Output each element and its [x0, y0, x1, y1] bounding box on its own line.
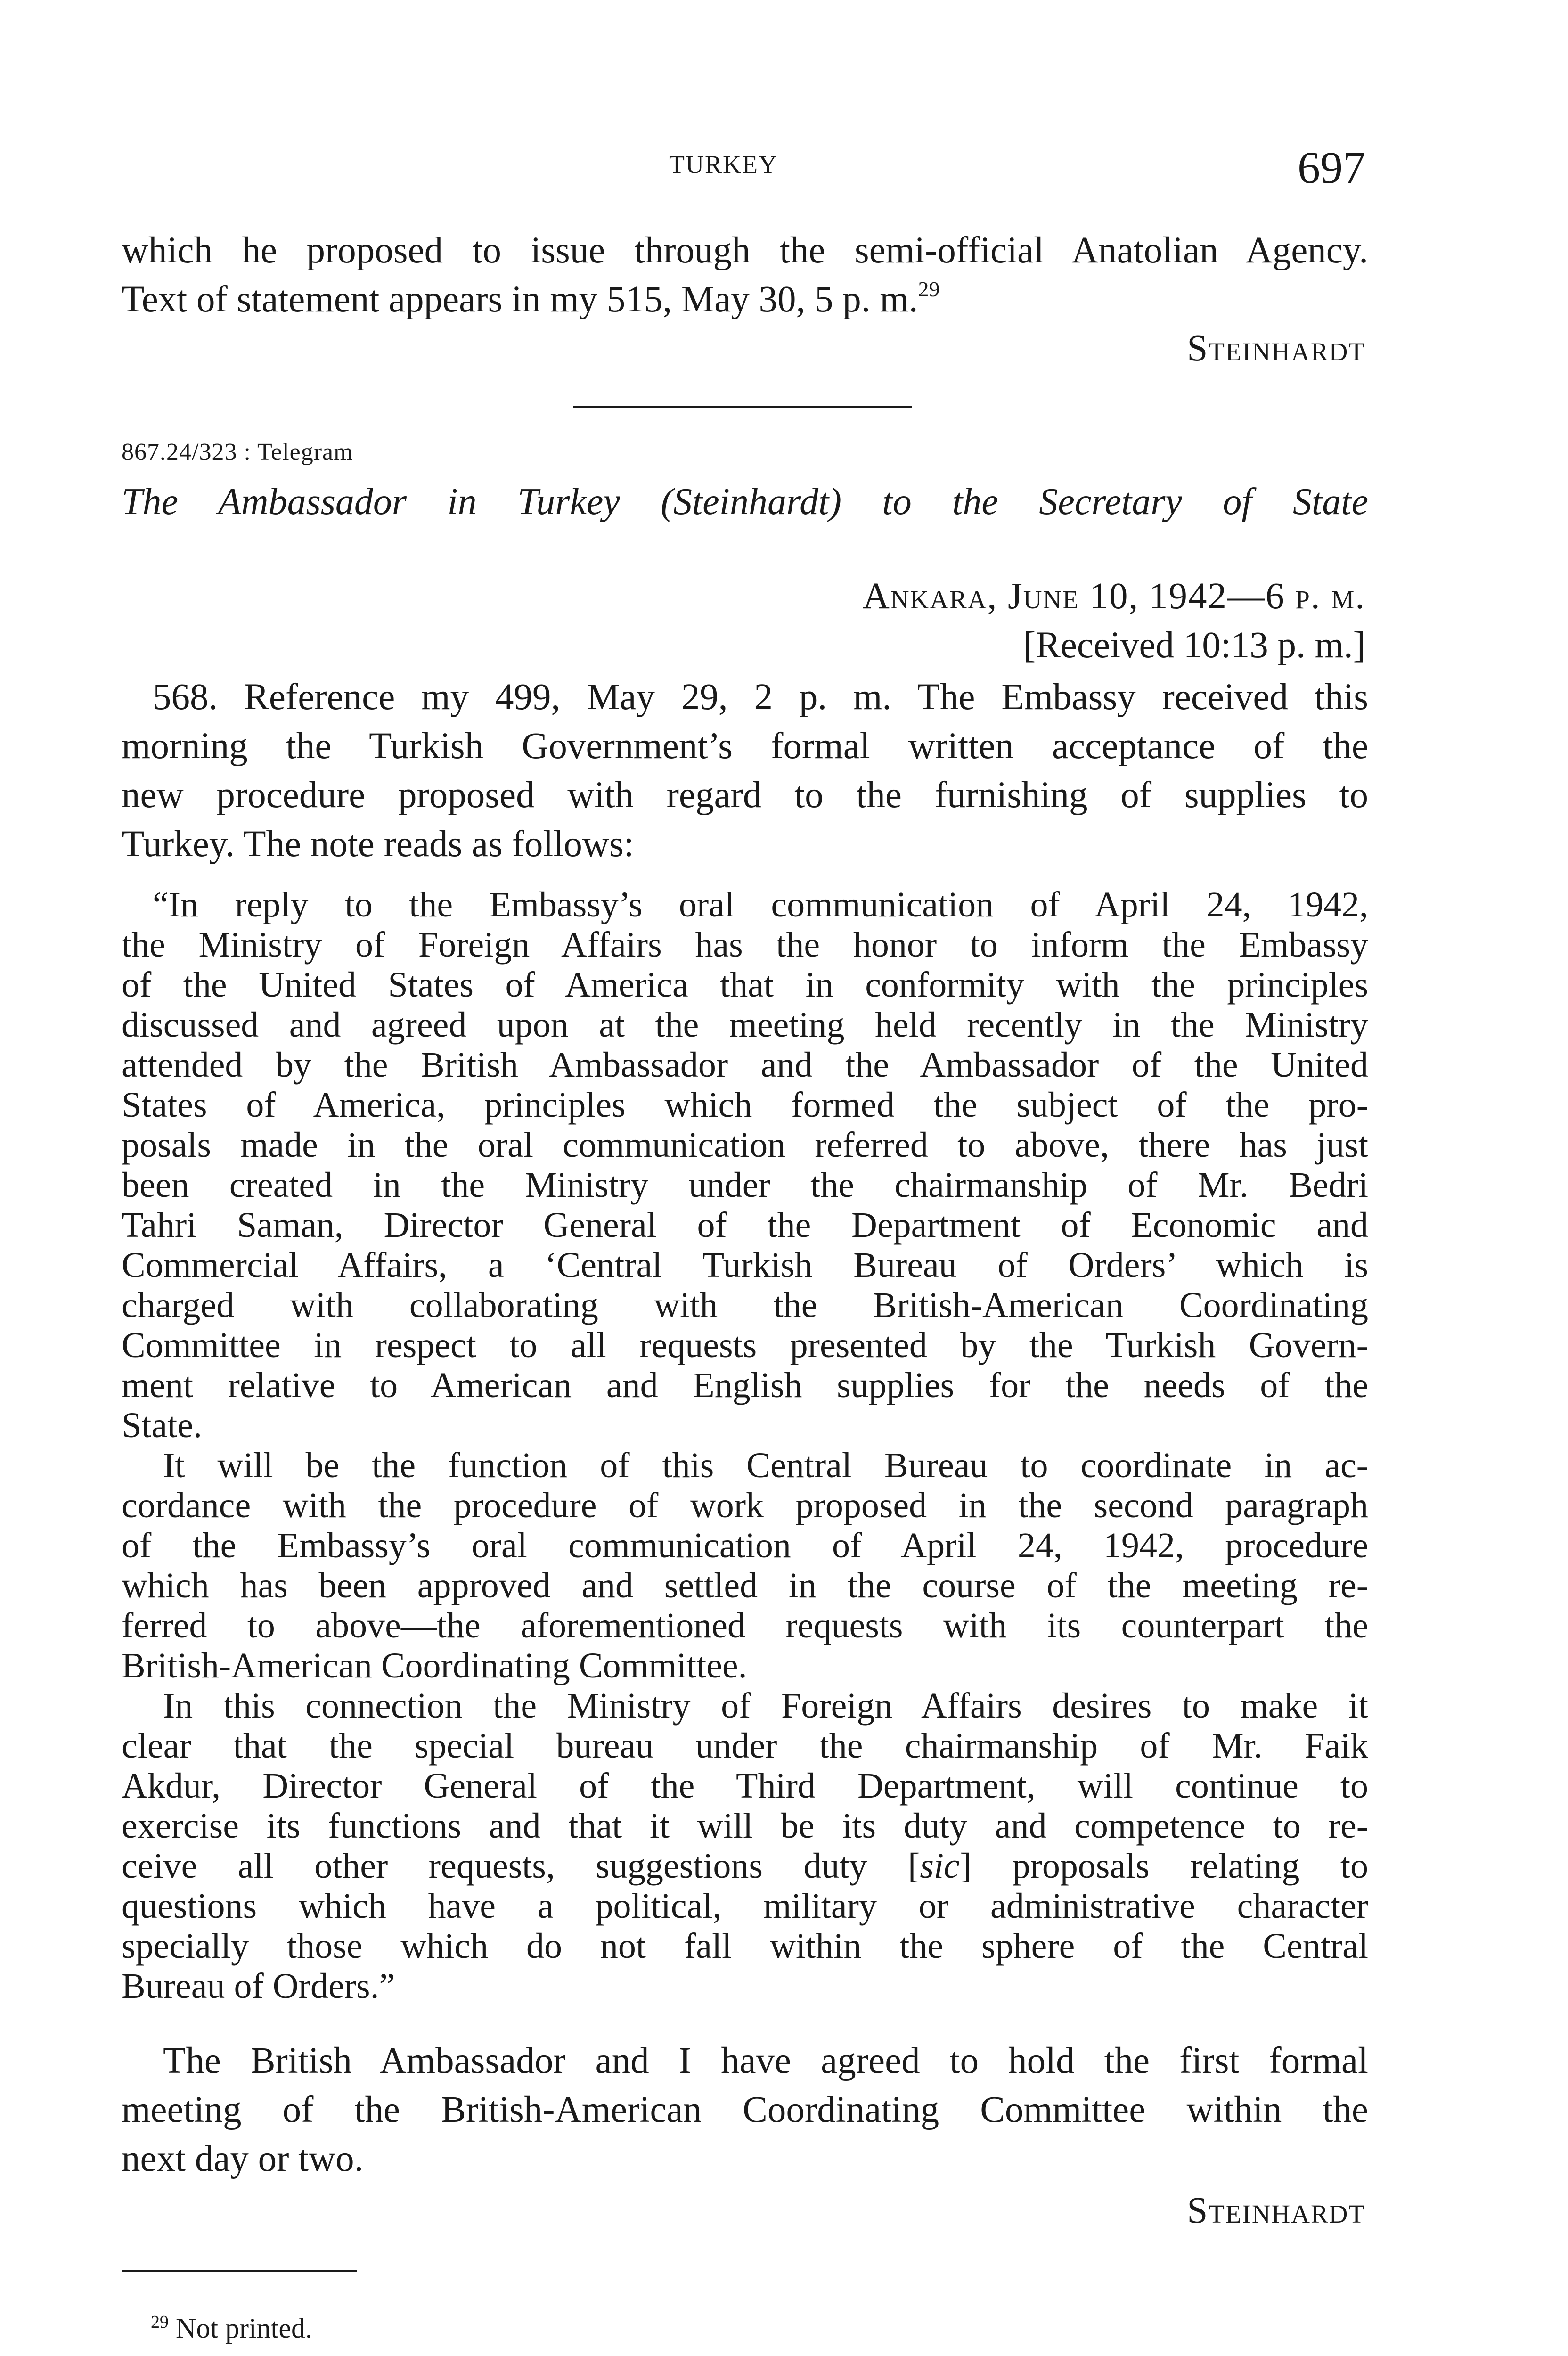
footnote	[151, 2312, 312, 2345]
received-line: [Received 10:13 p. m.]	[1023, 625, 1365, 666]
quote-line: ceive all other requests, suggestions duty [sic] proposals relating to	[122, 1846, 1369, 1886]
closing-signature: Steinhardt	[1187, 2190, 1365, 2231]
sic-annotation: sic	[920, 1846, 960, 1886]
section-divider	[573, 406, 912, 408]
quote-line: Commercial Affairs, a ‘Central Turkish Bureau of Orders’ which is	[122, 1245, 1368, 1285]
quote-line: “In reply to the Embassy’s oral communication of April 24, 1942,	[153, 885, 1368, 924]
quote-line: cordance with the procedure of work proposed in the second paragraph	[122, 1486, 1368, 1525]
quote-line-part: proposals relating to	[972, 1846, 1369, 1886]
quote-line: Akdur, Director General of the Third Department, will continue to	[122, 1766, 1368, 1806]
quote-line: Tahri Saman, Director General of the Department of Economic and	[122, 1205, 1368, 1245]
quote-line: British-American Coordinating Committee.	[122, 1646, 747, 1685]
opening-line: morning the Turkish Government’s formal written acceptance of the	[122, 726, 1368, 767]
quote-line: States of America, principles which formed the subject of the pro-	[122, 1085, 1368, 1125]
dateline	[863, 572, 1365, 621]
quote-line: exercise its functions and that it will be its duty and competence to re-	[122, 1806, 1368, 1846]
quote-line: attended by the British Ambassador and the Ambassador of the United	[122, 1045, 1368, 1085]
opening-line: 568. Reference my 499, May 29, 2 p. m. The Embassy received this	[153, 677, 1368, 718]
quote-line: ferred to above—the aforementioned requests with its counterpart the	[122, 1606, 1368, 1645]
quote-line: posals made in the oral communication referred to above, there has just	[122, 1125, 1368, 1165]
file-reference: 867.24/323 : Telegram	[122, 439, 353, 466]
running-head: TURKEY	[669, 150, 778, 179]
intro-line: which he proposed to issue through the semi-official Anatolian Agency.	[122, 230, 1368, 271]
footnote-divider	[122, 2270, 357, 2272]
quote-line: ment relative to American and English supplies for the needs of the	[122, 1366, 1368, 1405]
quote-line: clear that the special bureau under the chairmanship of Mr. Faik	[122, 1726, 1368, 1766]
quote-line: the Ministry of Foreign Affairs has the honor to inform the Embassy	[122, 925, 1368, 965]
quote-line: State.	[122, 1406, 202, 1445]
page-number: 697	[1298, 142, 1365, 193]
quote-line: which has been approved and settled in the course of the meeting re-	[122, 1566, 1368, 1605]
quote-line: been created in the Ministry under the chairmanship of Mr. Bedri	[122, 1165, 1368, 1205]
quote-line: Committee in respect to all requests presented by the Turkish Govern-	[122, 1325, 1368, 1365]
quote-line: questions which have a political, military or administrative character	[122, 1886, 1368, 1926]
quote-line: It will be the function of this Central Bureau to coordinate in ac-	[163, 1446, 1368, 1485]
footnote-number: 29	[151, 2312, 169, 2332]
quote-line: of the United States of America that in conformity with the principles	[122, 965, 1368, 1005]
quote-line: discussed and agreed upon at the meeting held recently in the Ministry	[122, 1005, 1368, 1045]
quote-line: charged with collaborating with the British-American Coordinating	[122, 1285, 1368, 1325]
document-title: The Ambassador in Turkey (Steinhardt) to the Secretary of State	[122, 481, 1368, 523]
intro-line	[122, 275, 939, 329]
quote-line: of the Embassy’s oral communication of April 24, 1942, procedure	[122, 1526, 1368, 1565]
dateline-text: Ankara, June 10, 1942—6 p. m.	[862, 576, 1365, 617]
quote-line: specially those which do not fall within the sphere of the Central	[122, 1926, 1368, 1966]
quote-line: In this connection the Ministry of Foreign Affairs desires to make it	[163, 1686, 1368, 1726]
closing-line: meeting of the British-American Coordinating Committee within the	[122, 2089, 1368, 2130]
intro-line-text: Text of statement appears in my 515, May 30, 5 p. m.	[122, 279, 918, 320]
footnote-text: Not printed.	[176, 2313, 312, 2344]
quote-line-part: ceive all other requests, suggestions duty	[122, 1846, 908, 1886]
intro-signature: Steinhardt	[1187, 328, 1365, 369]
footnote-ref: 29	[918, 277, 940, 301]
opening-line: new procedure proposed with regard to the furnishing of supplies to	[122, 775, 1368, 816]
closing-line: next day or two.	[122, 2138, 364, 2179]
closing-line: The British Ambassador and I have agreed to hold the first formal	[163, 2040, 1368, 2081]
quote-line: Bureau of Orders.”	[122, 1966, 395, 2006]
opening-line: Turkey. The note reads as follows:	[122, 824, 634, 865]
